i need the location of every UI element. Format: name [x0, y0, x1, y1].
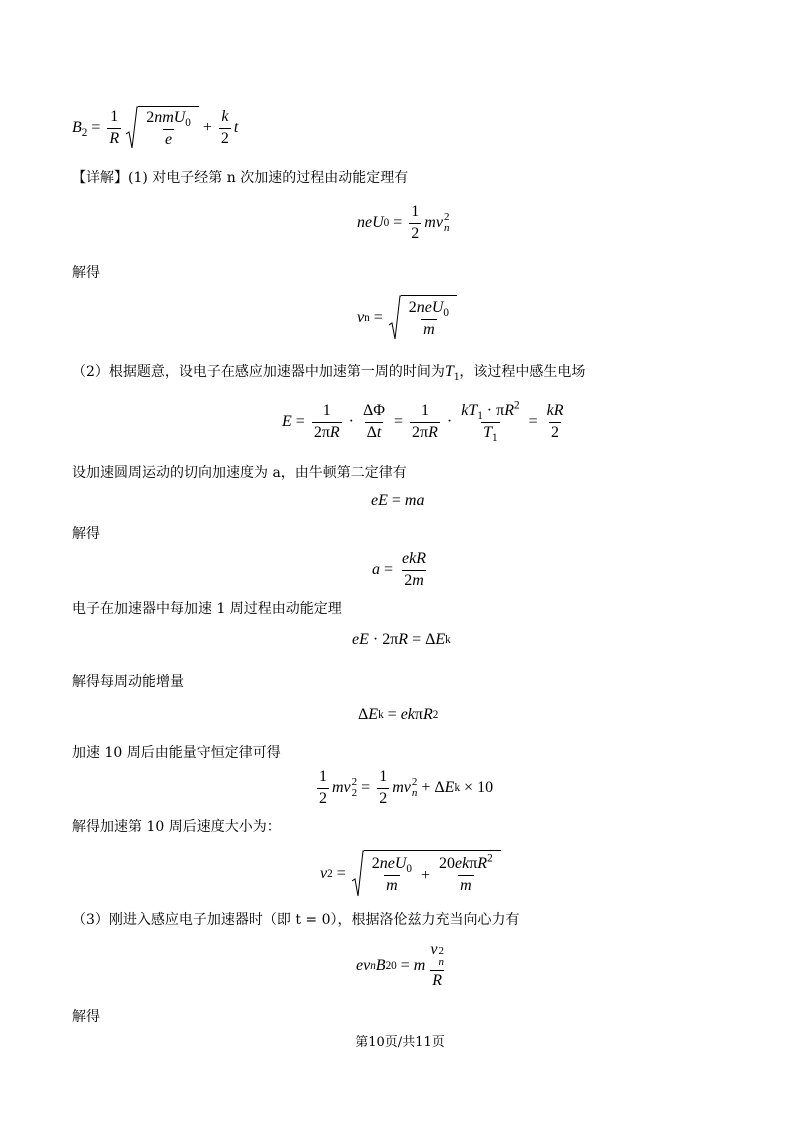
ten-cycles-line: 加速 10 周后由能量守恒定律可得 — [72, 745, 281, 761]
speed-after-line: 解得加速第 10 周后速度大小为： — [72, 819, 281, 835]
equation-energy-conservation: $\frac{1}{2}$ mv 2 2 = $\frac{1}{2}$ mv 2 n + Δ E k × 10 — [319, 767, 494, 807]
equation-b2: $B_2$ = $\frac{1}{R}$ $\frac{2nmU_0}{e}$ + $\frac{k}{2}$ t — [72, 107, 239, 148]
equation-v2: v 2 = $\frac{2neU_0}{m}$ + $\frac{20ek\pi R^2}{m}$ — [320, 849, 501, 899]
equation-lorentz: ev n B 20 = m v 2 n R — [356, 941, 444, 990]
equation-vn: v n = $\frac{2neU_0}{m}$ — [357, 294, 457, 342]
equation-newton: eE = ma — [371, 492, 425, 509]
jiede-ke: 解得每周动能增量 — [72, 674, 184, 690]
equation-field: E = $\frac{1}{2\pi R}$ · $\frac{\Delta\Phi}{\Delta t}$ = $\frac{1}{2\pi R}$ · $\frac{kT_1 \cdot \pi R^2}{T_1}$ = $\frac{kR}{2}$ — [282, 399, 564, 444]
equation-per-cycle: eE · 2π R = Δ E k — [352, 631, 451, 648]
equation-delta-ek: Δ E k = ek π R 2 — [358, 706, 439, 723]
part2-intro-line: （2）根据题意，设电子在感应加速器中加速第一周的时间为$T_1$，该过程中感生电场 — [72, 363, 586, 384]
jiede-2: 解得 — [72, 526, 100, 542]
jiede-3: 解得 — [72, 1009, 100, 1025]
detail-intro: 【详解】(1) 对电子经第 n 次加速的过程由动能定理有 — [72, 170, 409, 186]
jiede-1: 解得 — [72, 265, 100, 281]
part3-intro-line: （3）刚进入感应电子加速器时（即 t = 0），根据洛伦兹力充当向心力有 — [72, 912, 520, 928]
part2-intro: （2）根据题意，设电子在感应加速器中加速第一周的时间为 — [72, 364, 445, 380]
per-cycle-line: 电子在加速器中每加速 1 周过程由动能定理 — [72, 601, 342, 617]
tangential-line: 设加速圆周运动的切向加速度为 a，由牛顿第二定律有 — [72, 465, 407, 481]
equation-energy-n: neU 0 = $\frac{1}{2}$ mv 2 n — [357, 202, 450, 242]
page-footer: 第10页/共11页 — [355, 1035, 445, 1050]
part2-tail: ，该过程中感生电场 — [459, 364, 586, 380]
equation-a: a = $\frac{\text{ekR}}{2m}$ — [372, 549, 427, 589]
